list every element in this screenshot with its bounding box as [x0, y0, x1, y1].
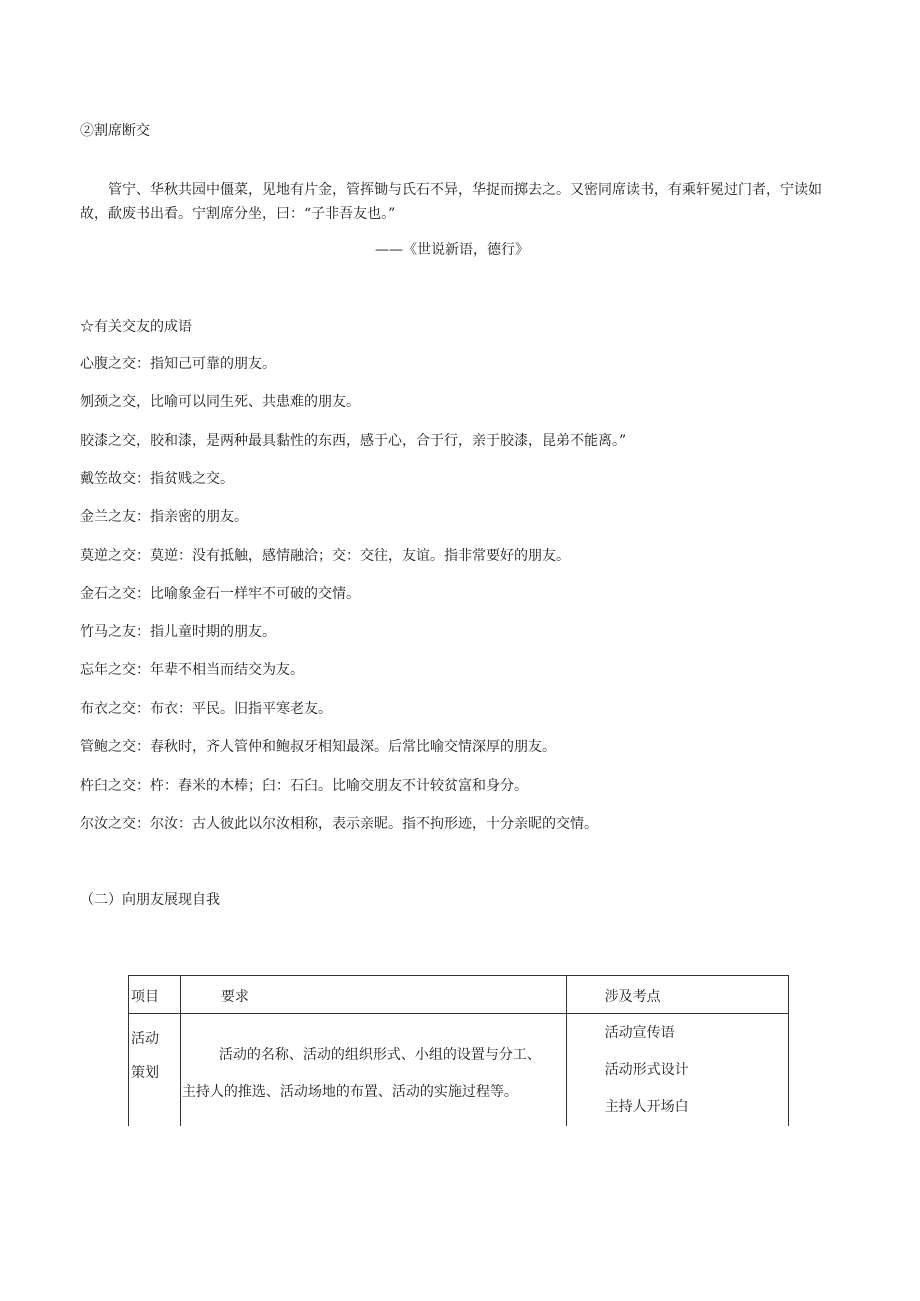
item-cell [129, 1014, 181, 1127]
story-paragraph [80, 178, 840, 226]
idiom-item: 戴笠故交：指贫贱之交。 [80, 471, 234, 487]
header-cell-points [566, 976, 788, 1014]
idiom-item: 心腹之交：指知己可靠的朋友。 [80, 356, 276, 372]
header-item-label: 项目 [131, 989, 159, 1005]
section-heading: （二）向朋友展现自我 [80, 892, 220, 908]
idiom-item: 刎颈之交，比喻可以同生死、共患难的朋友。 [80, 394, 360, 410]
idiom-item: 管鲍之交：春秋时，齐人管仲和鲍叔牙相知最深。后常比喻交情深厚的朋友。 [80, 739, 556, 755]
requirement-line2: 主持人的推选、活动场地的布置、活动的实施过程等。 [181, 1084, 518, 1100]
header-cell-item [129, 976, 181, 1014]
header-requirement-label: 要求 [220, 989, 249, 1005]
point-item: 活动宣传语 [604, 1025, 675, 1041]
story-title: ②割席断交 [80, 123, 150, 139]
idiom-item: 莫逆之交：莫逆：没有抵触，感情融洽；交：交往，友谊。指非常要好的朋友。 [80, 548, 570, 564]
table-header-row [129, 976, 789, 1014]
idiom-item: 金石之交：比喻象金石一样牢不可破的交情。 [80, 586, 360, 602]
idiom-item: 忘年之交：年辈不相当而结交为友。 [80, 662, 304, 678]
item-label-line1: 活动 [131, 1031, 159, 1047]
project-table [128, 975, 789, 1126]
idioms-heading: ☆有关交友的成语 [80, 319, 192, 335]
idiom-item: 胶漆之交，胶和漆，是两种最具黏性的东西，感于心，合于行，亲于胶漆，昆弟不能离。” [80, 433, 627, 449]
idiom-item: 布衣之交：布衣：平民。旧指平寒老友。 [80, 701, 332, 717]
requirement-cell [180, 1014, 566, 1127]
idiom-item: 竹马之友：指儿童时期的朋友。 [80, 624, 276, 640]
point-item: 活动形式设计 [604, 1062, 689, 1078]
header-points-label: 涉及考点 [604, 989, 661, 1005]
header-cell-requirement [180, 976, 566, 1014]
story-paragraph-text: 管宁、华秋共园中僵菜，见地有片金，管挥锄与氏石不异，华捉而掷去之。又密同席读书，有乘轩冕过门者，宁读如故，歃废书出看。宁割席分坐，曰：“子非吾友也。” [80, 182, 822, 222]
requirement-line1: 活动的名称、活动的组织形式、小组的设置与分工、 [218, 1047, 541, 1063]
story-source: ——《世说新语，德行》 [375, 242, 529, 258]
item-label-line2: 策划 [131, 1065, 159, 1081]
idiom-item: 尔汝之交：尔汝：古人彼此以尔汝相称，表示亲昵。指不拘形迹，十分亲昵的交情。 [80, 816, 598, 832]
idiom-item: 杵臼之交：杵：舂米的木棒；臼：石臼。比喻交朋友不计较贫富和身分。 [80, 778, 528, 794]
point-item: 主持人开场白 [604, 1099, 689, 1115]
idiom-item: 金兰之友：指亲密的朋友。 [80, 509, 248, 525]
table-row [129, 1014, 789, 1127]
points-cell [566, 1014, 788, 1127]
